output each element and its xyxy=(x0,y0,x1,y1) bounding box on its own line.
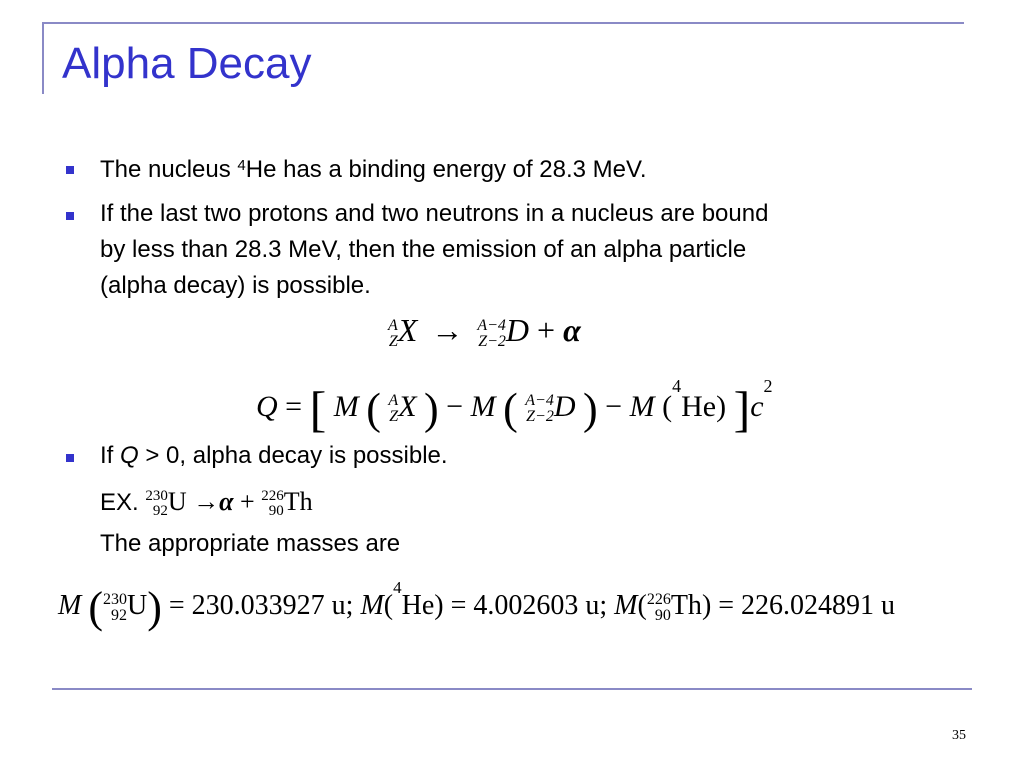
daughter-atomic-number: Z−2 xyxy=(478,332,506,350)
bullet-2-line-3: (alpha decay) is possible. xyxy=(100,272,371,299)
helium-mass-value: = 4.002603 u; xyxy=(450,589,608,621)
bullet-2-line-1: If the last two protons and two neutrons in a nucleus are bound xyxy=(100,200,769,227)
minus-sign: − xyxy=(605,389,623,423)
open-paren: ( xyxy=(366,384,381,434)
q-parent-mass-number: A xyxy=(388,392,399,409)
daughter-mass-number: A−4 xyxy=(477,316,506,334)
open-paren: ( xyxy=(503,384,518,434)
bullet-3-q: Q xyxy=(120,442,139,469)
example-thorium-mass-number: 226 xyxy=(261,488,284,505)
open-paren: ( xyxy=(383,589,394,621)
bullet-square-icon xyxy=(66,166,74,174)
parent-atomic-number: Z xyxy=(388,332,398,350)
mass-function: M xyxy=(614,589,638,621)
bullet-square-icon xyxy=(66,454,74,462)
parent-mass-number: A xyxy=(388,316,398,334)
bullet-1-prefix: The nucleus xyxy=(100,156,238,183)
q-symbol: Q xyxy=(256,389,278,423)
q-daughter-atomic-number: Z−2 xyxy=(526,408,554,425)
masses-thorium-indices xyxy=(647,592,671,624)
reaction-arrow: → xyxy=(431,312,464,348)
masses-uranium-atomic-number: 92 xyxy=(110,606,127,624)
bullet-2-text xyxy=(100,196,768,304)
equals-sign: = xyxy=(285,389,303,423)
c-exponent: 2 xyxy=(763,376,773,396)
uranium-mass-value: = 230.033927 u; xyxy=(168,589,354,621)
open-paren: ( xyxy=(662,389,673,423)
mass-function: M xyxy=(629,389,655,423)
example-thorium-indices xyxy=(261,489,284,519)
close-paren: ) xyxy=(434,589,444,621)
mass-function: M xyxy=(360,589,384,621)
bullet-1-suffix: He has a binding energy of 28.3 MeV. xyxy=(245,156,647,183)
example-arrow: → xyxy=(193,487,220,516)
example-thorium-symbol: Th xyxy=(283,487,313,516)
mass-function: M xyxy=(470,389,496,423)
bullet-square-icon xyxy=(66,212,74,220)
bullet-3-prefix: If xyxy=(100,442,121,469)
bullet-3-text xyxy=(100,438,448,474)
slide-title: Alpha Decay xyxy=(62,39,312,88)
mass-function: M xyxy=(58,589,82,621)
open-paren: ( xyxy=(88,583,103,632)
footer-divider-line xyxy=(52,688,972,690)
decay-equation xyxy=(388,312,581,350)
page-number: 35 xyxy=(952,728,966,743)
bullet-2-line-2: by less than 28.3 MeV, then the emission of an alpha particle xyxy=(100,236,747,263)
left-bracket: [ xyxy=(309,381,327,437)
close-paren: ) xyxy=(583,384,598,434)
masses-uranium-symbol: U xyxy=(126,589,148,621)
example-plus: + xyxy=(240,487,255,516)
q-parent-indices xyxy=(388,393,398,425)
q-parent-symbol: X xyxy=(398,389,417,423)
example-uranium-indices xyxy=(145,489,168,519)
right-bracket: ] xyxy=(733,381,751,437)
masses-thorium-mass-number: 226 xyxy=(646,590,671,608)
masses-thorium-atomic-number: 90 xyxy=(654,606,671,624)
masses-uranium-mass-number: 230 xyxy=(102,590,127,608)
example-label: EX. xyxy=(100,489,139,516)
q-value-equation xyxy=(256,376,773,438)
example-line xyxy=(100,484,313,521)
daughter-symbol: D xyxy=(505,312,530,348)
helium-mass-number: 4 xyxy=(672,376,682,396)
example-uranium-symbol: U xyxy=(167,487,187,516)
close-paren: ) xyxy=(716,389,727,423)
q-parent-atomic-number: Z xyxy=(389,408,399,425)
minus-sign: − xyxy=(446,389,464,423)
example-thorium-atomic-number: 90 xyxy=(268,503,284,520)
mass-function: M xyxy=(333,389,359,423)
masses-equation xyxy=(58,578,896,633)
bullet-1-text xyxy=(100,152,647,188)
masses-helium-mass-number: 4 xyxy=(393,578,402,597)
masses-helium-symbol: He xyxy=(401,589,435,621)
example-uranium-mass-number: 230 xyxy=(145,488,168,505)
title-frame-left-line xyxy=(42,22,44,94)
parent-nuclide-indices xyxy=(388,318,398,350)
plus-sign: + xyxy=(537,312,556,348)
example-alpha: α xyxy=(219,487,234,516)
bullet-1-superscript: 4 xyxy=(237,157,246,174)
masses-uranium-indices xyxy=(103,592,127,624)
q-daughter-indices xyxy=(525,393,554,425)
close-paren: ) xyxy=(701,589,712,621)
example-uranium-atomic-number: 92 xyxy=(152,503,168,520)
alpha-symbol: α xyxy=(563,312,581,348)
masses-label: The appropriate masses are xyxy=(100,530,401,557)
title-frame-top-line xyxy=(42,22,964,24)
q-daughter-mass-number: A−4 xyxy=(525,392,554,409)
q-daughter-symbol: D xyxy=(553,389,576,423)
close-paren: ) xyxy=(424,384,439,434)
helium-symbol: He xyxy=(681,389,717,423)
thorium-mass-value: = 226.024891 u xyxy=(718,589,896,621)
example-equation xyxy=(145,487,313,520)
parent-symbol: X xyxy=(397,312,418,348)
daughter-nuclide-indices xyxy=(477,318,506,350)
close-paren: ) xyxy=(147,583,162,632)
speed-of-light: c xyxy=(750,389,764,423)
masses-thorium-symbol: Th xyxy=(670,589,702,621)
bullet-3-suffix: > 0, alpha decay is possible. xyxy=(138,442,448,469)
open-paren: ( xyxy=(637,589,647,621)
